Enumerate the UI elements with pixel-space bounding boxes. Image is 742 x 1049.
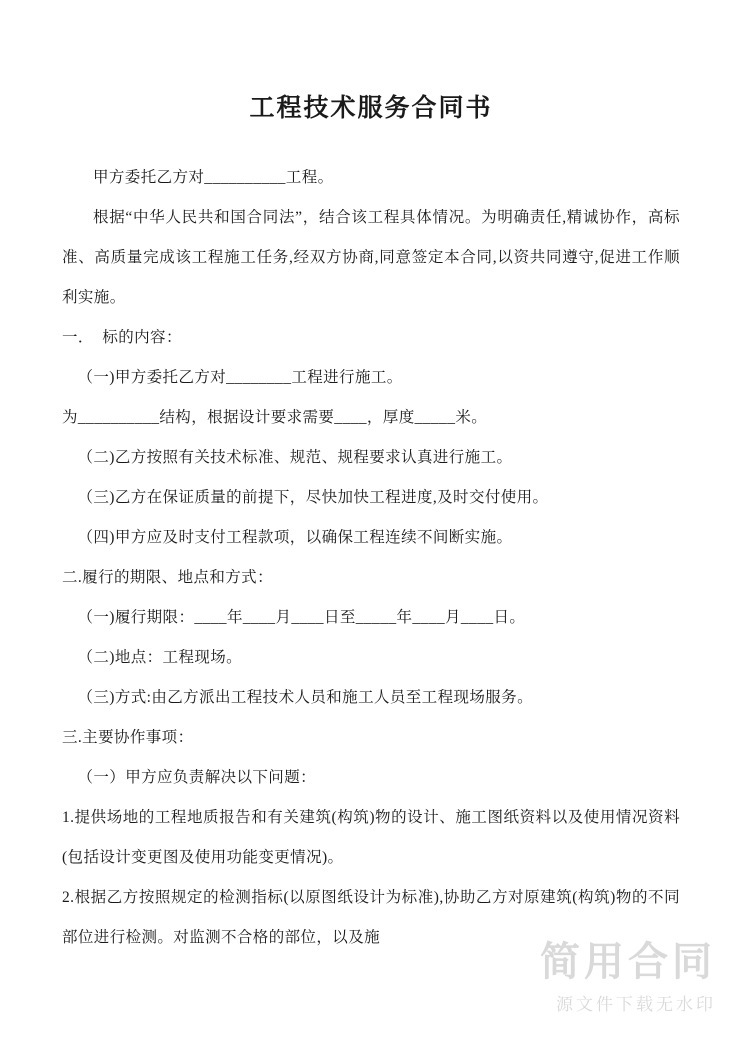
paragraph-sec-1-heading: 一． 标的内容： (62, 329, 182, 346)
paragraph-sec-1-item-2: （二)乙方按照有关技术标准、规范、规程要求认真进行施工。 (77, 449, 513, 466)
paragraph-sec-2-heading: 二.履行的期限、地点和方式： (62, 569, 273, 586)
paragraph-container (62, 158, 680, 958)
paragraph-sec-1-item-1: （一)甲方委托乙方对________工程进行施工。 (77, 369, 403, 386)
paragraph-sec-1-item-1b: 为__________结构，根据设计要求需要____，厚度_____米。 (62, 409, 488, 426)
paragraph-intro-2: 根据“中华人民共和国合同法”，结合该工程具体情况。为明确责任,精诚协作，高标准、高质量完成该工程施工任务,经双方协商,同意签定本合同,以资共同遵守,促进工作顺利实施。 (62, 209, 680, 306)
paragraph-sec-3-item-1: （一）甲方应负责解决以下问题： (77, 769, 317, 786)
paragraph-sec-2-item-1: （一)履行期限：____年____月____日至_____年____月____日。 (77, 609, 526, 626)
paragraph-sec-1-item-3: （三)乙方在保证质量的前提下，尽快加快工程进度,及时交付使用。 (77, 489, 549, 506)
paragraph-sec-2-item-2: （二)地点：工程现场。 (77, 649, 243, 666)
watermark-sub-text: 源文件下载无水印 (556, 995, 716, 1014)
paragraph-sec-2-item-3: （三)方式:由乙方派出工程技术人员和施工人员至工程现场服务。 (77, 689, 533, 706)
paragraph-sec-3-item-1-1: 1.提供场地的工程地质报告和有关建筑(构筑)物的设计、施工图纸资料以及使用情况资料(包括设计变更图及使用功能变更情况)。 (62, 809, 680, 866)
paragraph-intro-1: 甲方委托乙方对__________工程。 (93, 169, 334, 186)
watermark-main-text: 简用合同 (540, 939, 716, 984)
paragraph-sec-3-item-1-2: 2.根据乙方按照规定的检测指标(以原图纸设计为标准),协助乙方对原建筑(构筑)物的不同部位进行检测。对监测不合格的部位，以及施 (62, 889, 680, 946)
page-title: 工程技术服务合同书 (249, 95, 493, 122)
paragraph-sec-3-heading: 三.主要协作事项： (62, 729, 194, 746)
paragraph-sec-1-item-4: （四)甲方应及时支付工程款项，以确保工程连续不间断实施。 (77, 529, 513, 546)
